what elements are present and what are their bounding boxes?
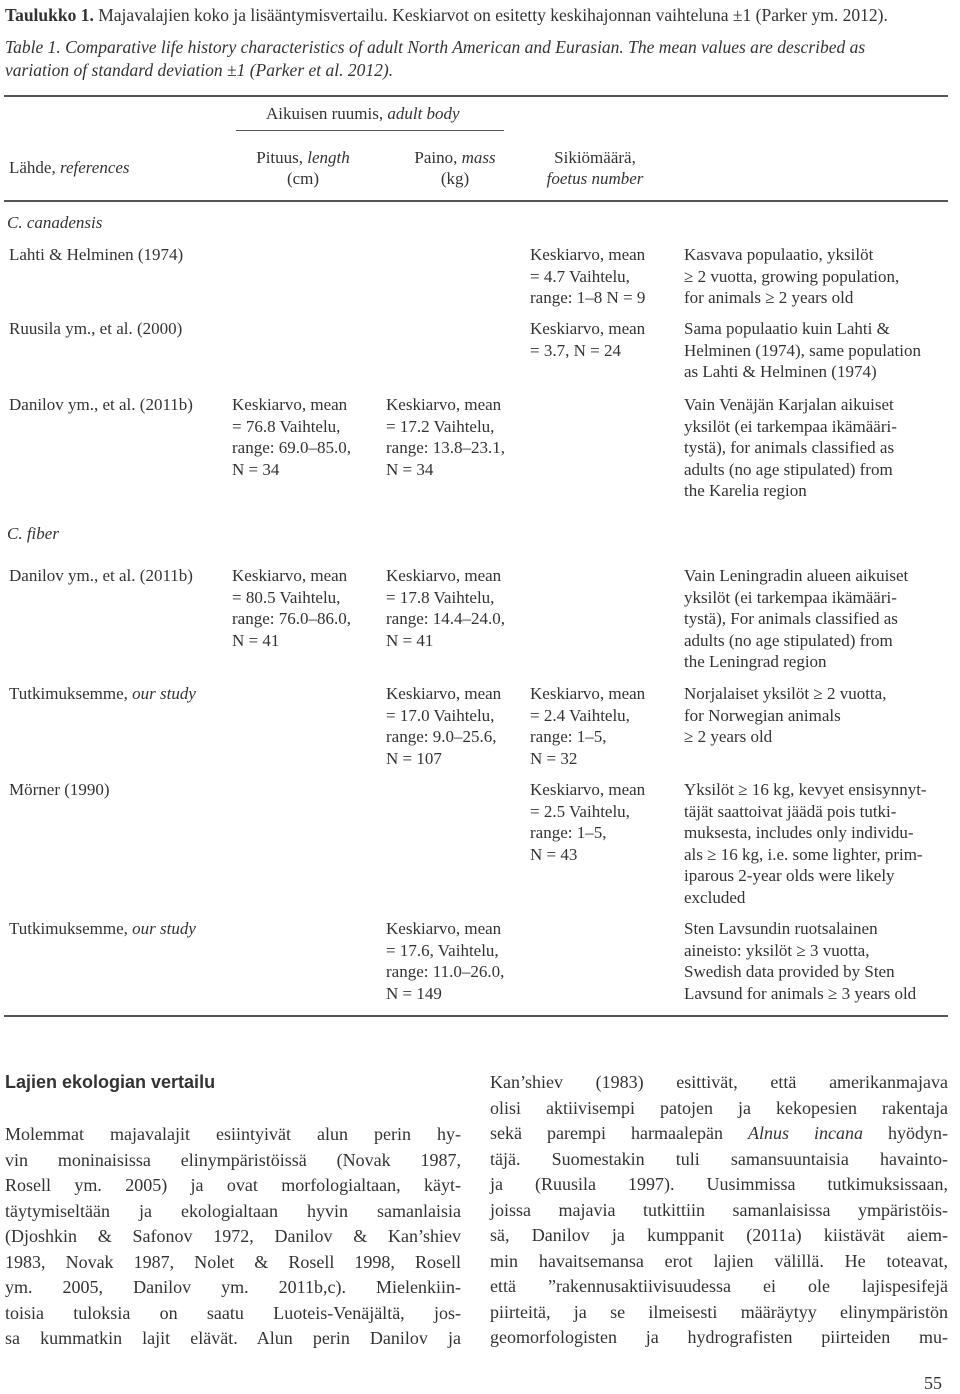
- row5-mass: [386, 683, 501, 769]
- article-line: piirteitä, ja se ilmeisesti määräytyy elinympäristön: [490, 1301, 948, 1322]
- row3-length-line: N = 34: [232, 459, 280, 479]
- row5-mass-line: N = 107: [386, 748, 442, 768]
- article-column-right: [490, 1070, 948, 1351]
- row5-foetus: [530, 683, 645, 769]
- row3-notes-line: Vain Venäjän Karjalan aikuiset: [684, 395, 894, 414]
- row5-notes-line: Norjalaiset yksilöt ≥ 2 vuotta,: [684, 684, 887, 703]
- row4-mass-line: range: 14.4–24.0,: [386, 609, 505, 628]
- row5-mass-line: Keskiarvo, mean: [386, 684, 502, 703]
- row7-notes-line: Sten Lavsundin ruotsalainen: [684, 919, 878, 938]
- header-adult-body-en: adult body: [387, 104, 460, 123]
- row3-mass-line: range: 13.8–23.1,: [386, 438, 505, 457]
- caption-finnish: [5, 4, 888, 27]
- article-line: joissa majavia tutkittiin samanlaisissa ympäristöis-: [490, 1199, 948, 1220]
- header-mass: [402, 147, 508, 189]
- row1-foetus-line: range: 1–8 N = 9: [530, 288, 646, 307]
- row1-source: Lahti & Helminen (1974): [9, 245, 184, 264]
- row3-length-line: range: 69.0–85.0,: [232, 438, 351, 457]
- article-heading: Lajien ekologian vertailu: [5, 1072, 216, 1092]
- row7-source-fi: Tutkimuksemme,: [9, 919, 128, 938]
- row2-notes-line: as Lahti & Helminen (1974): [684, 362, 877, 381]
- article-line: 1983, Novak 1987, Nolet & Rosell 1998, Rosell: [5, 1251, 461, 1272]
- row4-mass: [386, 565, 505, 651]
- row3-mass: [386, 394, 505, 480]
- row4-source: Danilov ym., et al. (2011b): [9, 566, 193, 585]
- row4-length-line: N = 41: [232, 630, 280, 650]
- row5-foetus-line: range: 1–5,: [530, 727, 607, 746]
- row6-notes: [684, 779, 927, 908]
- row5-mass-line: = 17.0 Vaihtelu,: [386, 705, 495, 725]
- header-mass-en: mass: [461, 148, 496, 167]
- header-references-fi: Lähde,: [9, 158, 56, 177]
- row7-mass-line: N = 149: [386, 983, 442, 1003]
- header-references: [9, 157, 130, 178]
- article-line: täjä. Suomestakin tuli samansuuntaisia havainto-: [490, 1148, 948, 1169]
- row6-notes-line: muksesta, includes only individu-: [684, 823, 914, 842]
- row6-foetus-line: = 2.5 Vaihtelu,: [530, 801, 630, 821]
- row2-notes-line: Sama populaatio kuin Lahti &: [684, 319, 890, 338]
- caption-fi-text: Majavalajien koko ja lisääntymisvertailu. Keskiarvot on esitetty keskihajonnan vaihteluna ±1 (Parker ym. 2012).: [98, 5, 888, 25]
- row4-notes-line: tystä), For animals classified as: [684, 609, 898, 628]
- row4-length-line: range: 76.0–86.0,: [232, 609, 351, 628]
- row3-notes-line: adults (no age stipulated) from: [684, 459, 893, 479]
- header-group-rule: [236, 130, 504, 131]
- row1-notes-line: Kasvava populaatio, yksilöt: [684, 245, 874, 264]
- row3-notes-line: tystä), for animals classified as: [684, 438, 895, 457]
- row5-source: [9, 683, 196, 705]
- header-bottom-rule: [4, 200, 948, 202]
- row3-source: Danilov ym., et al. (2011b): [9, 395, 193, 414]
- row7-mass-line: Keskiarvo, mean: [386, 919, 502, 938]
- header-length-fi: Pituus,: [256, 148, 304, 167]
- row5-foetus-line: = 2.4 Vaihtelu,: [530, 705, 630, 725]
- row2-foetus-line: = 3.7, N = 24: [530, 340, 621, 360]
- article-line: sa kummatkin lajit elävät. Alun perin Danilov ja: [5, 1328, 461, 1348]
- row7-notes: [684, 918, 916, 1004]
- row6-foetus-line: Keskiarvo, mean: [530, 780, 646, 799]
- row4-length-line: = 80.5 Vaihtelu,: [232, 587, 341, 607]
- row3-notes-line: yksilöt (ei tarkempaa ikämääri-: [684, 416, 897, 436]
- row1-notes-line: for animals ≥ 2 years old: [684, 288, 854, 307]
- row2-source: Ruusila ym., et al. (2000): [9, 319, 183, 338]
- article-column-left: [5, 1122, 461, 1352]
- row5-notes-line: ≥ 2 years old: [684, 727, 773, 746]
- article-line: geomorfologisten ja hydrografisten piirteiden mu-: [490, 1327, 948, 1347]
- row1-foetus-line: Keskiarvo, mean: [530, 245, 646, 264]
- row4-notes-line: the Leningrad region: [684, 652, 827, 671]
- row3-length: [232, 394, 351, 480]
- header-foetus-fi: Sikiömäärä,: [554, 148, 636, 167]
- article-line: ym. 2005, Danilov ym. 2011b,c). Mielenkiin-: [5, 1277, 461, 1297]
- header-adult-body: [266, 103, 460, 124]
- row6-notes-line: Yksilöt ≥ 16 kg, kevyet ensisynnyt-: [684, 780, 927, 799]
- row7-source: [9, 918, 196, 940]
- row2-foetus-line: Keskiarvo, mean: [530, 319, 646, 338]
- row2-foetus: [530, 318, 645, 361]
- page-number: 55: [924, 1373, 942, 1393]
- row1-foetus: [530, 244, 645, 309]
- row6-foetus: [530, 779, 645, 865]
- article-line: vin moninaisissa elinympäristöissä (Novak 1987,: [5, 1149, 461, 1170]
- header-mass-unit: (kg): [440, 169, 470, 188]
- row4-mass-line: N = 41: [386, 630, 434, 650]
- header-foetus-en: foetus number: [546, 169, 644, 188]
- article-line: täytymiseltään ja ekologialtaan hyvin samanlaisia: [5, 1200, 461, 1221]
- row4-notes-line: adults (no age stipulated) from: [684, 630, 893, 650]
- header-length: [250, 147, 356, 189]
- row2-notes-line: Helminen (1974), same population: [684, 340, 922, 360]
- row6-source: Mörner (1990): [9, 780, 110, 799]
- article-line: Molemmat majavalajit esiintyivät alun perin hy-: [5, 1124, 461, 1144]
- row3-length-line: = 76.8 Vaihtelu,: [232, 416, 341, 436]
- row5-foetus-line: N = 32: [530, 748, 578, 768]
- article-line-text: sekä parempi harmaalepän: [490, 1123, 723, 1143]
- table-top-rule: [4, 95, 948, 97]
- row6-notes-line: excluded: [684, 887, 746, 907]
- article-line: että ”rakennusaktiivisuudessa ei ole lajispesifejä: [490, 1276, 948, 1296]
- table-bottom-rule: [4, 1015, 948, 1017]
- row4-notes-line: Vain Leningradin alueen aikuiset: [684, 566, 909, 585]
- row7-source-en: our study: [132, 919, 196, 938]
- row5-source-en: our study: [132, 684, 196, 703]
- article-line: Rosell ym. 2005) ja ovat morfologialtaan, käyt-: [5, 1175, 461, 1195]
- article-line: olisi aktiivisempi patojen ja kekopesien rakentaja: [490, 1097, 948, 1118]
- article-line: [490, 1121, 948, 1147]
- caption-english-line-1: Table 1. Comparative life history characteristics of adult North American and Eurasian. The mean values are described as: [5, 37, 866, 57]
- row1-notes-line: ≥ 2 vuotta, growing population,: [684, 266, 900, 286]
- row7-notes-line: aineisto: yksilöt ≥ 3 vuotta,: [684, 940, 870, 960]
- row7-notes-line: Swedish data provided by Sten: [684, 962, 895, 981]
- caption-fi-label: Taulukko 1.: [5, 5, 94, 25]
- row6-foetus-line: range: 1–5,: [530, 823, 607, 842]
- row4-length-line: Keskiarvo, mean: [232, 566, 348, 585]
- row7-mass-line: range: 11.0–26.0,: [386, 962, 505, 981]
- article-line-text: hyödyn-: [888, 1123, 949, 1143]
- row1-foetus-line: = 4.7 Vaihtelu,: [530, 266, 630, 286]
- row3-length-line: Keskiarvo, mean: [232, 395, 348, 414]
- row4-mass-line: Keskiarvo, mean: [386, 566, 502, 585]
- caption-english-line-2: variation of standard deviation ±1 (Parker et al. 2012).: [5, 60, 394, 80]
- article-line: Kan’shiev (1983) esittivät, että amerikanmajava: [490, 1072, 948, 1092]
- row6-notes-line: täjät saattoivat jäädä pois tutki-: [684, 801, 897, 821]
- row3-notes: [684, 394, 897, 502]
- header-foetus: [534, 147, 656, 189]
- header-length-en: length: [307, 148, 350, 167]
- row3-notes-line: the Karelia region: [684, 481, 807, 500]
- row7-mass-line: = 17.6, Vaihtelu,: [386, 940, 499, 960]
- row6-notes-line: als ≥ 16 kg, i.e. some lighter, prim-: [684, 844, 923, 864]
- row1-notes: [684, 244, 899, 309]
- section-canadensis: C. canadensis: [7, 213, 103, 232]
- row6-foetus-line: N = 43: [530, 844, 578, 864]
- article-line: sä, Danilov ja kumppanit (2011a) kiistävät aiem-: [490, 1225, 948, 1245]
- row5-mass-line: range: 9.0–25.6,: [386, 727, 497, 746]
- article-species-name: Alnus incana: [747, 1123, 863, 1143]
- row4-notes: [684, 565, 908, 673]
- row7-mass: [386, 918, 504, 1004]
- row5-source-fi: Tutkimuksemme,: [9, 684, 128, 703]
- row4-length: [232, 565, 351, 651]
- row5-foetus-line: Keskiarvo, mean: [530, 684, 646, 703]
- article-line: min havaitsemansa erot lajien välillä. He toteavat,: [490, 1250, 948, 1271]
- article-line: toisia tuloksia on saatu Luoteis-Venäjältä, jos-: [5, 1302, 461, 1323]
- header-adult-body-fi: Aikuisen ruumis,: [266, 104, 384, 123]
- header-references-en: references: [59, 158, 130, 177]
- header-mass-fi: Paino,: [414, 148, 458, 167]
- row3-mass-line: N = 34: [386, 459, 434, 479]
- row3-mass-line: = 17.2 Vaihtelu,: [386, 416, 495, 436]
- header-length-unit: (cm): [286, 169, 320, 188]
- row4-mass-line: = 17.8 Vaihtelu,: [386, 587, 495, 607]
- row3-mass-line: Keskiarvo, mean: [386, 395, 502, 414]
- article-line: ja (Ruusila 1997). Uusimmissa tutkimuksissaan,: [490, 1174, 948, 1194]
- row4-notes-line: yksilöt (ei tarkempaa ikämääri-: [684, 587, 897, 607]
- row5-notes: [684, 683, 886, 748]
- article-line: (Djoshkin & Safonov 1972, Danilov & Kan’shiev: [5, 1226, 461, 1246]
- row5-notes-line: for Norwegian animals: [684, 705, 841, 725]
- section-fiber: C. fiber: [7, 524, 59, 543]
- row7-notes-line: Lavsund for animals ≥ 3 years old: [684, 983, 917, 1003]
- row6-notes-line: iparous 2-year olds were likely: [684, 866, 895, 885]
- row2-notes: [684, 318, 921, 383]
